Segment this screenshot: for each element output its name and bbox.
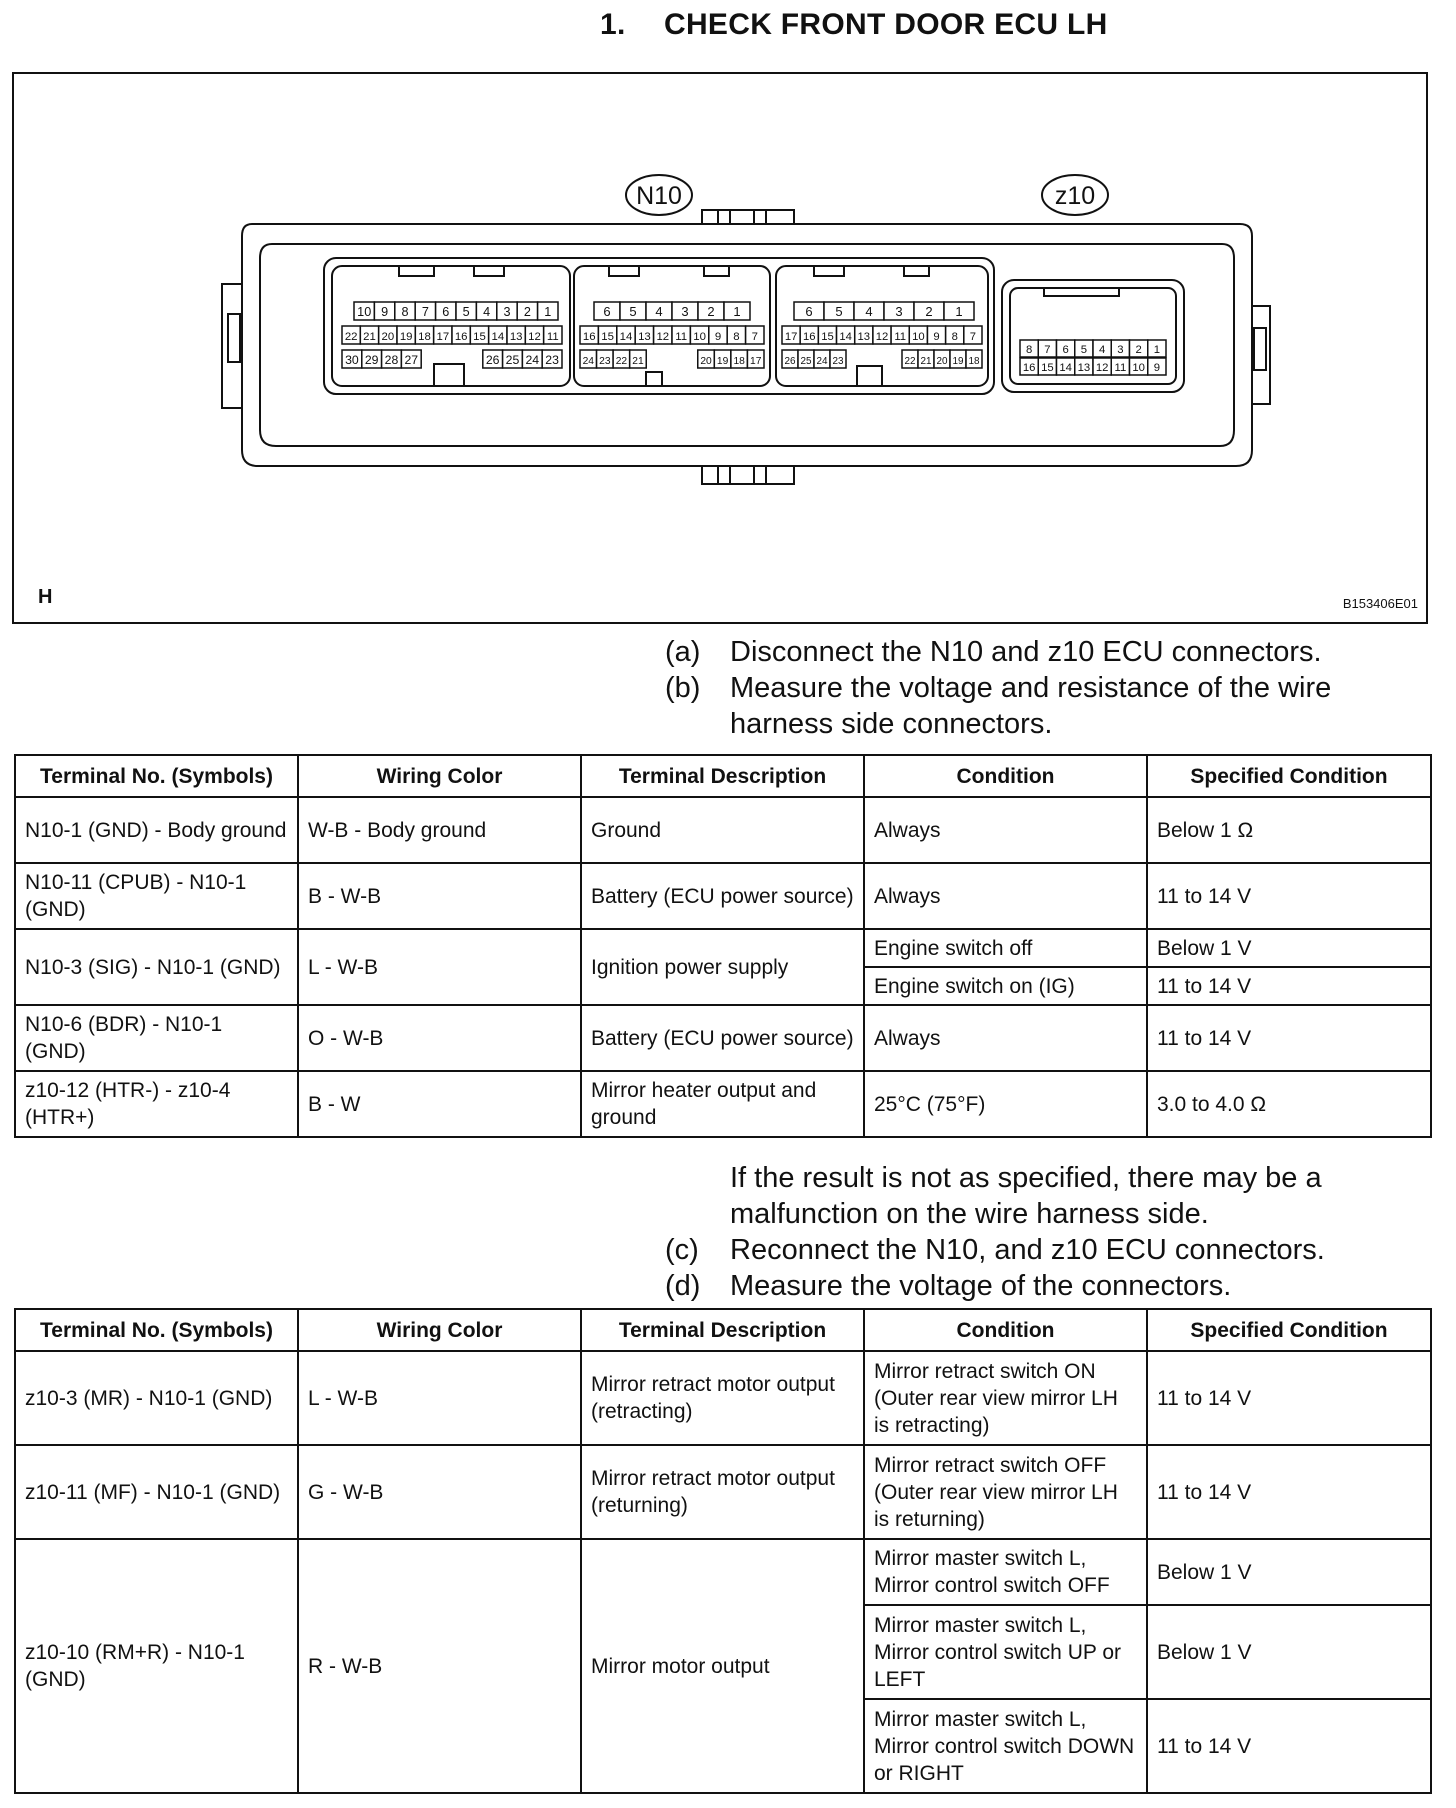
table-row xyxy=(15,1445,1431,1539)
terminal-number: 5 xyxy=(462,305,470,319)
cell-cond: Mirror master switch L, Mirror control switch UP or LEFT xyxy=(864,1605,1147,1699)
cell-cond: Mirror retract switch OFF (Outer rear view mirror LH is returning) xyxy=(864,1445,1147,1539)
col-header-condition: Condition xyxy=(864,1309,1147,1351)
cell-spec: 11 to 14 V xyxy=(1147,1699,1431,1793)
terminal-number: 15 xyxy=(601,331,614,343)
terminal-number: 8 xyxy=(1025,344,1033,356)
cell-cond: 25°C (75°F) xyxy=(864,1071,1147,1137)
cell-desc: Mirror retract motor output (retracting) xyxy=(581,1351,864,1445)
terminal-number: 7 xyxy=(969,331,977,343)
terminal-number: 22 xyxy=(904,356,916,367)
table-row xyxy=(15,929,1431,967)
terminal-number: 26 xyxy=(485,353,500,367)
cell-terminal: z10-11 (MF) - N10-1 (GND) xyxy=(15,1445,298,1539)
terminal-number: 8 xyxy=(733,331,740,343)
bottom-lock-tab xyxy=(702,466,794,484)
terminal-number: 13 xyxy=(509,331,523,343)
step-c xyxy=(665,1232,1365,1268)
terminal-number: 24 xyxy=(525,353,540,367)
terminal-number: 21 xyxy=(363,331,376,343)
terminal-number: 14 xyxy=(1059,362,1072,374)
col-header-specified: Specified Condition xyxy=(1147,1309,1431,1351)
terminal-number: 25 xyxy=(505,353,520,367)
table-row xyxy=(15,797,1431,863)
terminal-number: 7 xyxy=(1044,344,1051,356)
terminal-number: 8 xyxy=(401,305,409,319)
terminal-number: 1 xyxy=(544,305,552,319)
terminal-number: 17 xyxy=(436,331,450,343)
terminal-number: 15 xyxy=(821,331,834,343)
left-latch-slot xyxy=(228,314,240,362)
terminal-number: 13 xyxy=(1077,362,1091,374)
terminal-number: 22 xyxy=(344,331,358,343)
terminal-number: 6 xyxy=(603,304,611,319)
terminal-number: 4 xyxy=(1098,344,1106,356)
terminal-number: 4 xyxy=(483,305,491,319)
terminal-number: 6 xyxy=(1062,344,1069,356)
terminal-number: 2 xyxy=(925,304,933,319)
terminal-number: 15 xyxy=(1041,362,1054,374)
terminal-number: 29 xyxy=(364,353,379,367)
n10-callout-label: N10 xyxy=(636,182,682,210)
step-marker: (c) xyxy=(665,1234,699,1266)
cell-color: W-B - Body ground xyxy=(298,797,581,863)
cell-color: B - W-B xyxy=(298,863,581,929)
spec-table-2 xyxy=(14,1308,1432,1794)
cell-terminal: N10-11 (CPUB) - N10-1 (GND) xyxy=(15,863,298,929)
right-latch-slot xyxy=(1254,328,1266,370)
terminal-number: 20 xyxy=(700,356,712,367)
terminal-number: 30 xyxy=(345,353,359,367)
cell-terminal: z10-3 (MR) - N10-1 (GND) xyxy=(15,1351,298,1445)
cell-spec: Below 1 V xyxy=(1147,1539,1431,1605)
figure-code: B153406E01 xyxy=(1342,596,1418,611)
terminal-number: 13 xyxy=(638,331,651,343)
cell-spec: 11 to 14 V xyxy=(1147,1351,1431,1445)
cell-cond: Always xyxy=(864,1005,1147,1071)
col-header-condition: Condition xyxy=(864,755,1147,797)
col-header-wiring-color: Wiring Color xyxy=(298,1309,581,1351)
terminal-number: 2 xyxy=(1135,344,1142,356)
steps-ab xyxy=(665,634,1365,742)
page-heading xyxy=(600,8,1108,42)
cell-spec: Below 1 V xyxy=(1147,929,1431,967)
terminal-number: 6 xyxy=(442,305,450,319)
terminal-number: 16 xyxy=(803,331,816,343)
step-text: Measure the voltage and resistance of the wire harness side connectors. xyxy=(730,672,1332,740)
step-d xyxy=(665,1268,1365,1304)
figure-corner-label: H xyxy=(38,586,53,608)
terminal-pins xyxy=(342,302,1166,375)
terminal-number: 20 xyxy=(381,331,395,343)
terminal-number: 10 xyxy=(912,331,925,343)
terminal-number: 2 xyxy=(523,305,531,319)
step-marker: (a) xyxy=(665,636,701,668)
terminal-number: 10 xyxy=(1132,362,1145,374)
cell-desc: Ignition power supply xyxy=(581,929,864,1005)
heading-number: 1. xyxy=(600,8,626,41)
step-text: Reconnect the N10, and z10 ECU connectors. xyxy=(730,1234,1325,1266)
terminal-number: 27 xyxy=(404,353,419,367)
terminal-number: 9 xyxy=(714,331,722,343)
cell-desc: Battery (ECU power source) xyxy=(581,863,864,929)
terminal-number: 12 xyxy=(1095,362,1109,374)
terminal-number: 9 xyxy=(1153,362,1161,374)
terminal-number: 5 xyxy=(1080,344,1088,356)
terminal-number: 18 xyxy=(733,356,745,367)
step-marker: (d) xyxy=(665,1270,701,1302)
cell-color: O - W-B xyxy=(298,1005,581,1071)
terminal-number: 15 xyxy=(473,331,486,343)
terminal-number: 11 xyxy=(894,331,907,343)
cell-spec: 11 to 14 V xyxy=(1147,1005,1431,1071)
terminal-number: 5 xyxy=(835,304,843,319)
step-a xyxy=(665,634,1365,670)
terminal-number: 4 xyxy=(655,304,663,319)
table-header-row xyxy=(15,755,1431,797)
terminal-number: 20 xyxy=(936,356,948,367)
terminal-number: 12 xyxy=(528,331,541,343)
table-row xyxy=(15,1005,1431,1071)
cell-desc: Ground xyxy=(581,797,864,863)
terminal-number: 9 xyxy=(381,305,389,319)
terminal-number: 7 xyxy=(421,305,429,319)
terminal-number: 4 xyxy=(865,304,873,319)
terminal-number: 12 xyxy=(656,331,670,343)
cell-spec: 3.0 to 4.0 Ω xyxy=(1147,1071,1431,1137)
table-row xyxy=(15,1071,1431,1137)
table-row xyxy=(15,1539,1431,1605)
terminal-number: 24 xyxy=(582,356,594,367)
spec-table-1 xyxy=(14,754,1432,1138)
terminal-number: 24 xyxy=(816,356,828,367)
cell-desc: Mirror retract motor output (returning) xyxy=(581,1445,864,1539)
terminal-number: 9 xyxy=(933,331,940,343)
terminal-number: 10 xyxy=(693,331,706,343)
terminal-number: 19 xyxy=(716,356,729,367)
cell-terminal: z10-10 (RM+R) - N10-1 (GND) xyxy=(15,1539,298,1793)
cell-color: R - W-B xyxy=(298,1539,581,1793)
terminal-number: 21 xyxy=(632,356,644,367)
terminal-number: 26 xyxy=(784,356,796,367)
terminal-number: 6 xyxy=(805,304,813,319)
col-header-terminal: Terminal No. (Symbols) xyxy=(15,755,298,797)
terminal-number: 23 xyxy=(599,356,611,367)
terminal-number: 11 xyxy=(1114,362,1127,374)
terminal-number: 22 xyxy=(615,356,628,367)
cell-terminal: N10-3 (SIG) - N10-1 (GND) xyxy=(15,929,298,1005)
terminal-number: 10 xyxy=(357,305,372,319)
cell-terminal: z10-12 (HTR-) - z10-4 (HTR+) xyxy=(15,1071,298,1137)
terminal-number: 3 xyxy=(895,304,903,319)
cell-spec: Below 1 Ω xyxy=(1147,797,1431,863)
cell-color: L - W-B xyxy=(298,929,581,1005)
terminal-number: 3 xyxy=(1117,344,1124,356)
terminal-number: 8 xyxy=(951,331,958,343)
terminal-number: 2 xyxy=(707,304,715,319)
z10-callout-label: z10 xyxy=(1054,182,1096,210)
terminal-number: 5 xyxy=(629,304,637,319)
terminal-number: 14 xyxy=(491,331,505,343)
cell-cond: Mirror master switch L, Mirror control switch DOWN or RIGHT xyxy=(864,1699,1147,1793)
terminal-number: 12 xyxy=(875,331,889,343)
steps-cd xyxy=(665,1160,1365,1304)
terminal-number: 14 xyxy=(839,331,852,343)
cell-color: B - W xyxy=(298,1071,581,1137)
col-header-terminal: Terminal No. (Symbols) xyxy=(15,1309,298,1351)
terminal-number: 1 xyxy=(955,304,963,319)
table-row xyxy=(15,1351,1431,1445)
terminal-number: 3 xyxy=(681,304,689,319)
cell-color: G - W-B xyxy=(298,1445,581,1539)
cell-cond: Mirror retract switch ON (Outer rear view mirror LH is retracting) xyxy=(864,1351,1147,1445)
terminal-number: 13 xyxy=(857,331,871,343)
cell-cond: Engine switch on (IG) xyxy=(864,967,1147,1005)
terminal-number: 18 xyxy=(418,331,431,343)
cell-color: L - W-B xyxy=(298,1351,581,1445)
terminal-number: 16 xyxy=(1022,362,1036,374)
terminal-number: 18 xyxy=(968,356,980,367)
connector-figure xyxy=(12,72,1428,624)
terminal-number: 16 xyxy=(582,331,596,343)
terminal-number: 1 xyxy=(733,304,741,319)
col-header-description: Terminal Description xyxy=(581,1309,864,1351)
cell-desc: Battery (ECU power source) xyxy=(581,1005,864,1071)
step-b xyxy=(665,670,1365,742)
table-row xyxy=(15,863,1431,929)
heading-title: CHECK FRONT DOOR ECU LH xyxy=(664,8,1108,41)
cell-cond: Engine switch off xyxy=(864,929,1147,967)
terminal-number: 23 xyxy=(832,356,844,367)
top-lock-tab xyxy=(702,210,794,224)
cell-cond: Mirror master switch L, Mirror control switch OFF xyxy=(864,1539,1147,1605)
col-header-description: Terminal Description xyxy=(581,755,864,797)
terminal-number: 17 xyxy=(750,356,762,367)
cell-terminal: N10-1 (GND) - Body ground xyxy=(15,797,298,863)
col-header-wiring-color: Wiring Color xyxy=(298,755,581,797)
terminal-number: 23 xyxy=(545,353,559,367)
table-header-row xyxy=(15,1309,1431,1351)
terminal-number: 7 xyxy=(751,331,758,343)
col-header-specified: Specified Condition xyxy=(1147,755,1431,797)
cell-desc: Mirror motor output xyxy=(581,1539,864,1793)
ecu-connector-drawing xyxy=(14,74,1426,622)
cell-desc: Mirror heater output and ground xyxy=(581,1071,864,1137)
terminal-number: 19 xyxy=(399,331,413,343)
terminal-number: 14 xyxy=(619,331,633,343)
terminal-number: 3 xyxy=(503,305,511,319)
step-text: Measure the voltage of the connectors. xyxy=(730,1270,1232,1302)
cell-spec: 11 to 14 V xyxy=(1147,1445,1431,1539)
cell-terminal: N10-6 (BDR) - N10-1 (GND) xyxy=(15,1005,298,1071)
terminal-number: 28 xyxy=(384,353,399,367)
step-marker: (b) xyxy=(665,672,701,704)
terminal-number: 21 xyxy=(920,356,932,367)
cell-spec: 11 to 14 V xyxy=(1147,863,1431,929)
terminal-number: 16 xyxy=(454,331,468,343)
terminal-number: 1 xyxy=(1153,344,1161,356)
step-text: Disconnect the N10 and z10 ECU connectors. xyxy=(730,636,1322,668)
cell-spec: Below 1 V xyxy=(1147,1605,1431,1699)
terminal-number: 17 xyxy=(784,331,798,343)
terminal-number: 11 xyxy=(675,331,688,343)
cell-spec: 11 to 14 V xyxy=(1147,967,1431,1005)
terminal-number: 11 xyxy=(546,331,559,343)
terminal-number: 19 xyxy=(952,356,964,367)
cell-cond: Always xyxy=(864,797,1147,863)
result-note: If the result is not as specified, there may be a malfunction on the wire harness side. xyxy=(730,1162,1322,1230)
terminal-number: 25 xyxy=(800,356,812,367)
cell-cond: Always xyxy=(864,863,1147,929)
